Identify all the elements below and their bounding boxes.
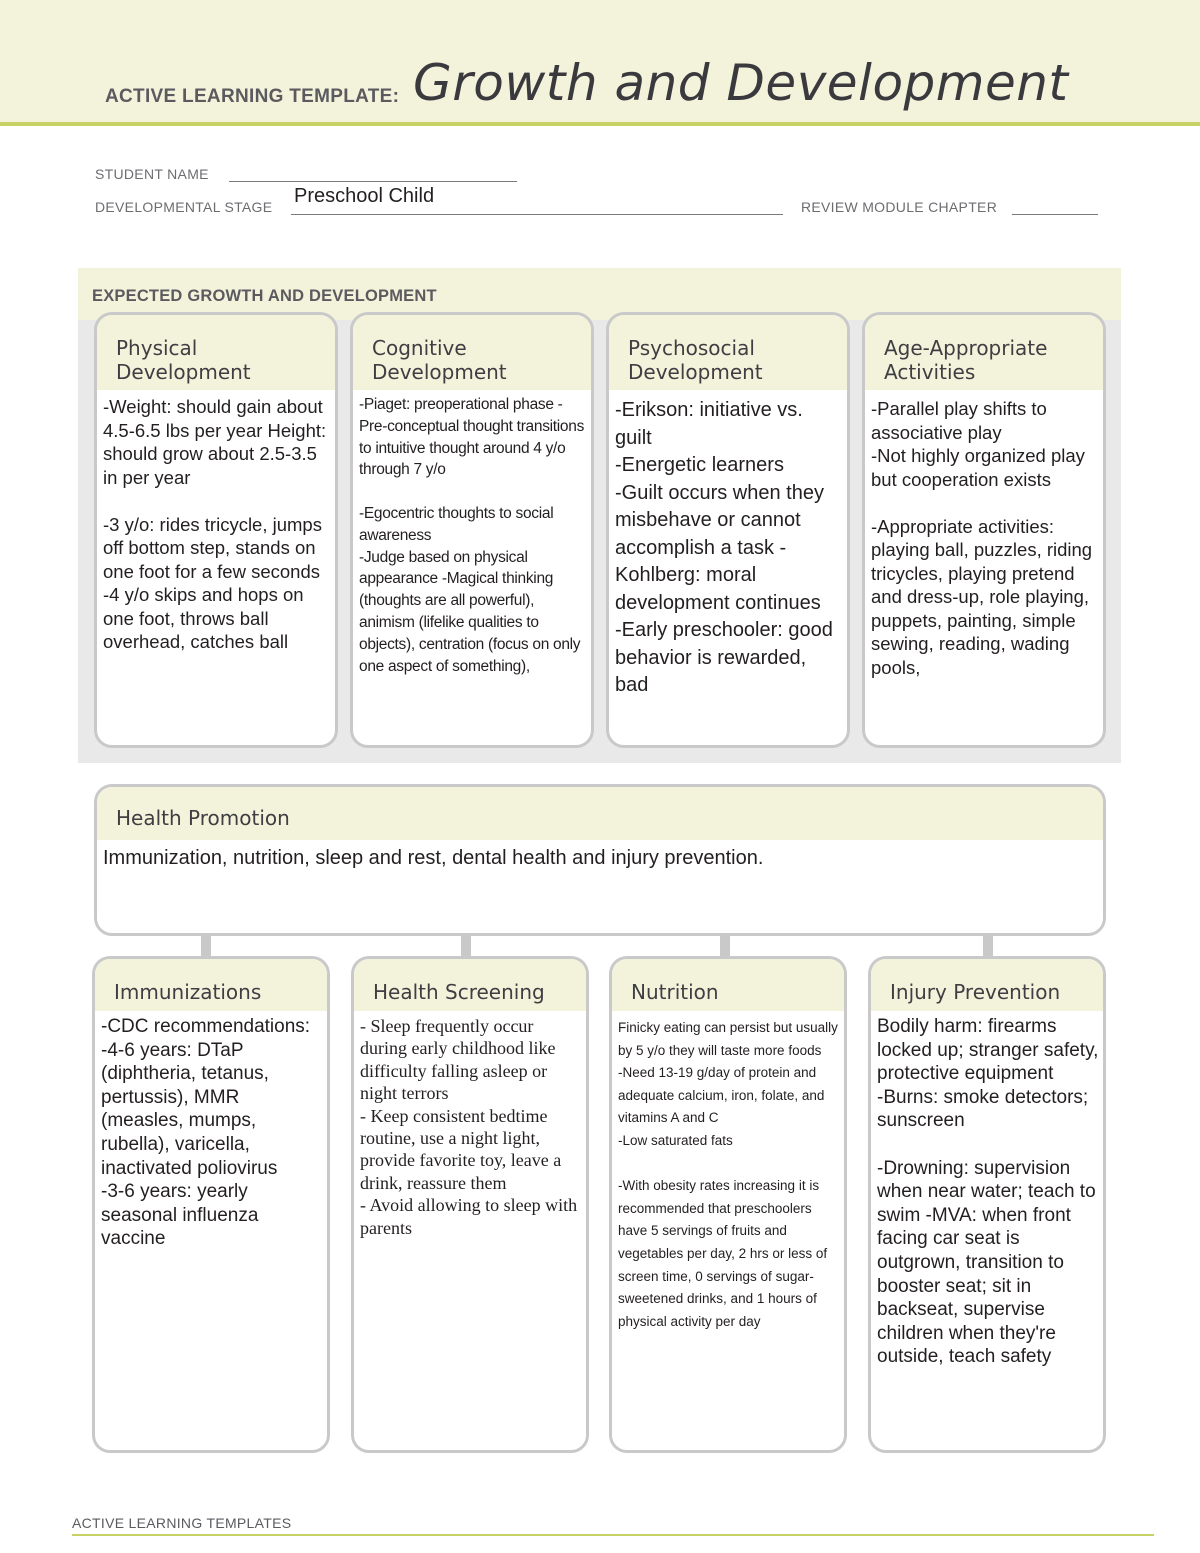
- injury-prevention-text[interactable]: Bodily harm: firearms locked up; stranger safety, protective equipment -Burns: smoke detectors; sunscreen -Drowning: supervision when near water; teach to swim -MVA: when front facing car seat is outgrown, transition to booster seat; sit in backseat, supervise children when they're outside, teach safety: [877, 1016, 1099, 1368]
- card-title: Physical Development: [116, 336, 251, 384]
- connector: [461, 936, 471, 958]
- injury-prevention-card: [868, 956, 1106, 1453]
- health-screening-card: [351, 956, 589, 1453]
- header-rule: [0, 122, 1200, 126]
- cognitive-development-text[interactable]: -Piaget: preoperational phase -Pre-conceptual thought transitions to intuitive thought around 4 y/o through 7 y/o -Egocentric thoughts to social awareness -Judge based on physical appearance -Magical thinking (thoughts are all powerful), animism (lifelike qualities to objects), centration (focus on only one aspect of something),: [359, 396, 585, 675]
- connector: [720, 936, 730, 958]
- student-name-label: STUDENT NAME: [95, 166, 209, 182]
- immunizations-card: [92, 956, 330, 1453]
- age-appropriate-activities-text[interactable]: -Parallel play shifts to associative play -Not highly organized play but cooperation exists -Appropriate activities: playing ball, puzzles, riding tricycles, playing pretend and dress-up, role playing, puppets, painting, simple sewing, reading, wading pools,: [871, 398, 1093, 678]
- health-promotion-card: [94, 784, 1106, 936]
- card-title: Psychosocial Development: [628, 336, 763, 384]
- psychosocial-development-text[interactable]: -Erikson: initiative vs. guilt -Energetic learners -Guilt occurs when they misbehave or cannot accomplish a task -Kohlberg: moral development continues -Early preschooler: good behavior is rewarded, bad: [615, 399, 833, 696]
- developmental-stage-label: DEVELOPMENTAL STAGE: [95, 199, 273, 215]
- page-title: Growth and Development: [413, 54, 1069, 112]
- connector: [201, 936, 211, 958]
- cognitive-development-card: [350, 312, 594, 748]
- expected-growth-title: EXPECTED GROWTH AND DEVELOPMENT: [92, 287, 437, 305]
- card-title: Injury Prevention: [890, 980, 1061, 1004]
- nutrition-card: [609, 956, 847, 1453]
- immunizations-text[interactable]: -CDC recommendations: -4-6 years: DTaP (diphtheria, tetanus, pertussis), MMR (measles, mumps, rubella), varicella, inactivated poliovirus -3-6 years: yearly seasonal influenza vaccine: [101, 1016, 311, 1250]
- developmental-stage-field[interactable]: [291, 214, 783, 215]
- card-title: Health Promotion: [116, 806, 290, 830]
- health-promotion-text[interactable]: Immunization, nutrition, sleep and rest, dental health and injury prevention.: [103, 847, 764, 869]
- card-title: Health Screening: [373, 980, 545, 1004]
- student-name-field[interactable]: [229, 181, 517, 182]
- health-screening-text[interactable]: - Sleep frequently occur during early childhood like difficulty falling asleep or night terrors - Keep consistent bedtime routine, use a night light, provide favorite toy, leave a drink, reassure them - Avoid allowing to sleep with parents: [360, 1016, 578, 1238]
- physical-development-text[interactable]: -Weight: should gain about 4.5-6.5 lbs per year Height: should grow about 2.5-3.5 in per year -3 y/o: rides tricycle, jumps off bottom step, stands on one foot for a few seconds -4 y/o skips and hops on one foot, throws ball overhead, catches ball: [103, 396, 327, 652]
- footer-label: ACTIVE LEARNING TEMPLATES: [72, 1515, 292, 1531]
- physical-development-card: [94, 312, 338, 748]
- developmental-stage-value: Preschool Child: [294, 185, 435, 207]
- psychosocial-development-card: [606, 312, 850, 748]
- nutrition-text[interactable]: Finicky eating can persist but usually by 5 y/o they will taste more foods -Need 13-19 g/day of protein and adequate calcium, iron, folate, and vitamins A and C -Low saturated fats -With obesity rates increasing it is recommended that preschoolers have 5 servings of fruits and vegetables per day, 2 hrs or less of screen time, 0 servings of sugar-sweetened drinks, and 1 hours of physical activity per day: [618, 1020, 838, 1329]
- footer-rule: [72, 1534, 1154, 1536]
- template-label: ACTIVE LEARNING TEMPLATE:: [105, 86, 400, 107]
- card-title: Immunizations: [114, 980, 262, 1004]
- card-title: Age-Appropriate Activities: [884, 336, 1048, 384]
- connector: [983, 936, 993, 958]
- review-module-chapter-label: REVIEW MODULE CHAPTER: [801, 199, 998, 215]
- card-title: Cognitive Development: [372, 336, 507, 384]
- review-module-chapter-field[interactable]: [1012, 214, 1098, 215]
- age-appropriate-activities-card: [862, 312, 1106, 748]
- card-title: Nutrition: [631, 980, 719, 1004]
